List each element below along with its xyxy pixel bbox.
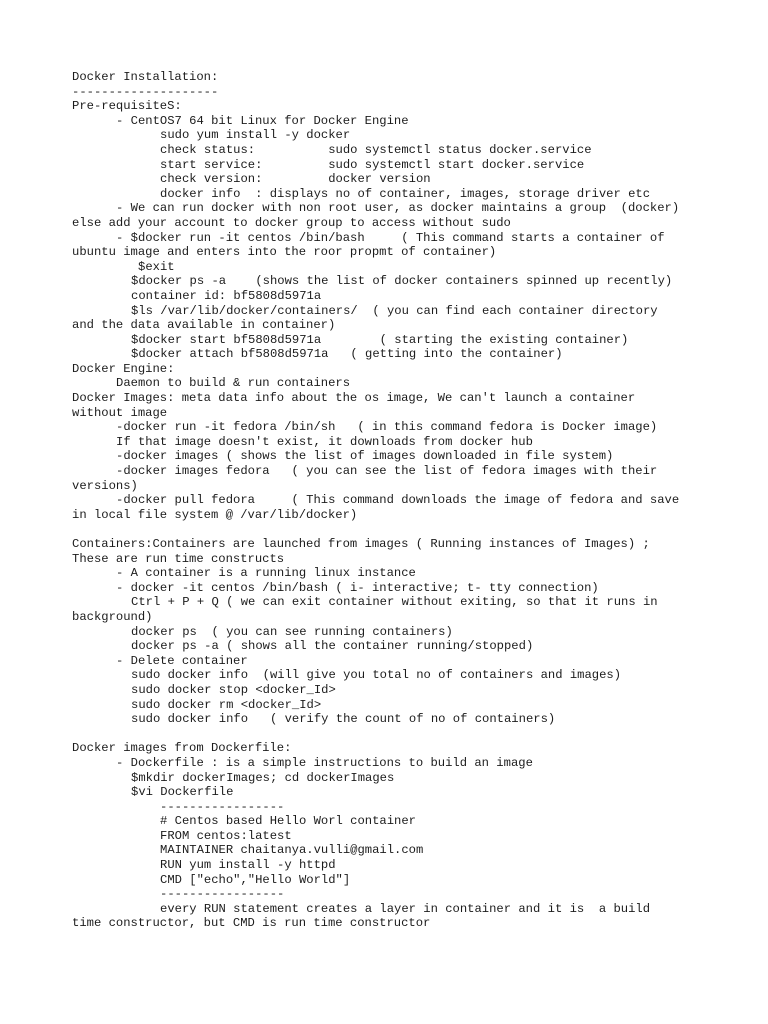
text-line: RUN yum install -y httpd bbox=[160, 858, 336, 873]
text-line: docker ps ( you can see running containers) bbox=[131, 624, 453, 639]
text-line: background) bbox=[72, 609, 153, 624]
text-line: Ctrl + P + Q ( we can exit container without exiting, so that it runs in bbox=[131, 595, 658, 610]
text-line: docker info : displays no of container, images, storage driver etc bbox=[160, 186, 651, 201]
text-line: $ls /var/lib/docker/containers/ ( you can find each container directory bbox=[131, 303, 658, 318]
text-line: - CentOS7 64 bit Linux for Docker Engine bbox=[116, 113, 409, 128]
text-line: - Dockerfile : is a simple instructions to build an image bbox=[116, 755, 533, 770]
text-line: -docker images ( shows the list of images downloaded in file system) bbox=[116, 449, 614, 464]
text-line: FROM centos:latest bbox=[160, 828, 292, 843]
text-line: sudo docker info ( verify the count of no of containers) bbox=[131, 712, 556, 727]
text-line: MAINTAINER chaitanya.vulli@gmail.com bbox=[160, 843, 424, 858]
text-line: -docker images fedora ( you can see the list of fedora images with their bbox=[116, 464, 658, 479]
text-line: ----------------- bbox=[160, 799, 285, 814]
text-line: $docker ps -a (shows the list of docker containers spinned up recently) bbox=[131, 274, 673, 289]
text-line: and the data available in container) bbox=[72, 318, 336, 333]
text-line: ubuntu image and enters into the roor propmt of container) bbox=[72, 245, 497, 260]
text-line: Daemon to build & run containers bbox=[116, 376, 351, 391]
text-line: Containers:Containers are launched from images ( Running instances of Images) ; bbox=[72, 537, 650, 551]
text-line: $docker attach bf5808d5971a ( getting into the container) bbox=[131, 347, 563, 362]
text-line: -docker pull fedora ( This command downloads the image of fedora and save bbox=[116, 493, 680, 508]
text-line: in local file system @ /var/lib/docker) bbox=[72, 507, 358, 522]
text-line: $mkdir dockerImages; cd dockerImages bbox=[131, 770, 395, 785]
text-line: check version: docker version bbox=[160, 172, 431, 187]
text-line: CMD ["echo","Hello World"] bbox=[160, 872, 351, 887]
text-line: sudo docker stop <docker_Id> bbox=[131, 682, 336, 697]
text-line: These are run time constructs bbox=[72, 551, 285, 566]
text-line: Docker Images: meta data info about the os image, We can't launch a container bbox=[72, 391, 636, 406]
text-line: without image bbox=[72, 405, 168, 420]
text-line: $docker start bf5808d5971a ( starting the existing container) bbox=[131, 332, 629, 347]
text-line: time constructor, but CMD is run time constructor bbox=[72, 916, 431, 931]
text-line: every RUN statement creates a layer in container and it is a build bbox=[160, 901, 651, 916]
text-line: sudo docker rm <docker_Id> bbox=[131, 697, 322, 712]
text-line: Pre-requisiteS: bbox=[72, 99, 182, 114]
text-line: container id: bf5808d5971a bbox=[131, 288, 322, 303]
text-line: $exit bbox=[138, 259, 175, 274]
text-line: versions) bbox=[72, 478, 138, 493]
text-line: -------------------- bbox=[72, 84, 219, 99]
text-line: sudo docker info (will give you total no of containers and images) bbox=[131, 668, 622, 683]
text-line: Docker Installation: bbox=[72, 70, 219, 84]
text-line: # Centos based Hello Worl container bbox=[160, 814, 416, 829]
text-line: $vi Dockerfile bbox=[131, 785, 234, 800]
text-line: sudo yum install -y docker bbox=[160, 128, 351, 143]
text-line: Docker images from Dockerfile: bbox=[72, 741, 292, 756]
text-line bbox=[0, 522, 768, 537]
document-body bbox=[0, 70, 768, 931]
text-line: check status: sudo systemctl status docker.service bbox=[160, 142, 592, 157]
text-line: - Delete container bbox=[116, 653, 248, 668]
text-line: Docker Engine: bbox=[72, 361, 175, 376]
text-line: start service: sudo systemctl start docker.service bbox=[160, 157, 585, 172]
text-line: - A container is a running linux instance bbox=[116, 566, 416, 581]
text-line: -docker run -it fedora /bin/sh ( in this command fedora is Docker image) bbox=[116, 420, 658, 435]
text-line: If that image doesn't exist, it downloads from docker hub bbox=[116, 434, 533, 449]
text-line: - $docker run -it centos /bin/bash ( This command starts a container of bbox=[116, 230, 665, 245]
text-line: else add your account to docker group to access without sudo bbox=[72, 215, 511, 230]
text-line: - We can run docker with non root user, as docker maintains a group (docker) bbox=[116, 201, 680, 216]
text-line: - docker -it centos /bin/bash ( i- interactive; t- tty connection) bbox=[116, 580, 599, 595]
text-line: ----------------- bbox=[160, 887, 285, 902]
text-line bbox=[0, 727, 768, 742]
text-line: docker ps -a ( shows all the container running/stopped) bbox=[131, 639, 534, 654]
